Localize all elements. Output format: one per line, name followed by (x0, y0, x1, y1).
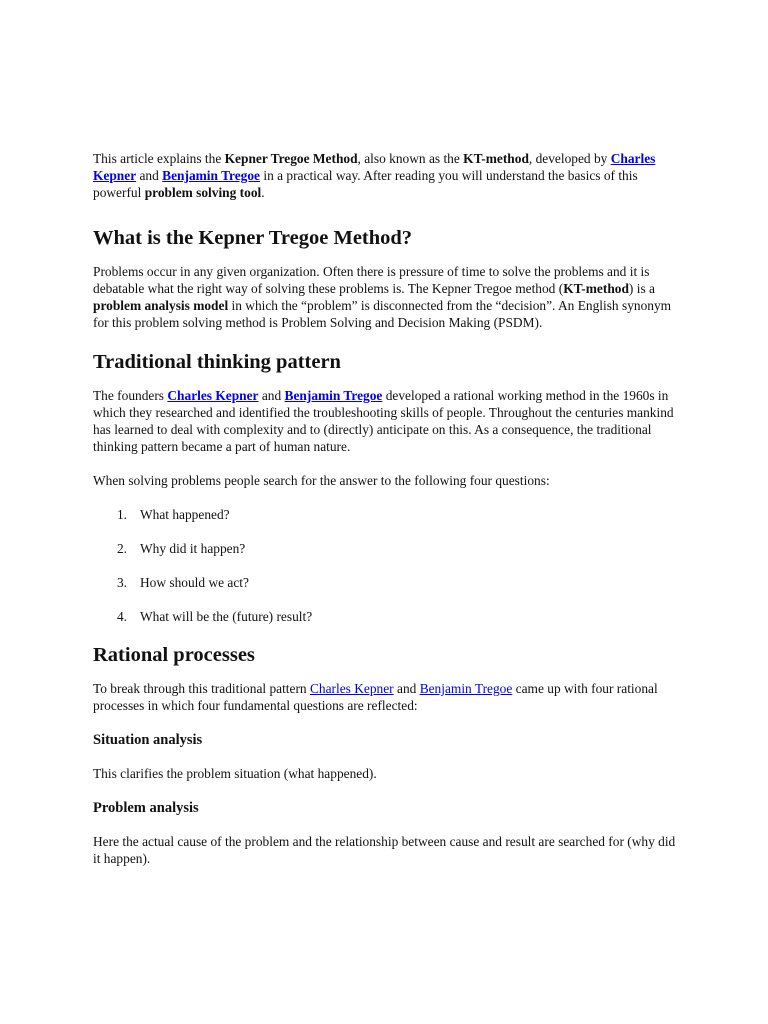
paragraph-text: Problems occur in any given organization. Often there is pressure of time to solve the problems and it is debatable what the right way of solving these problems is. The Kepner Tregoe method ( (93, 264, 650, 296)
charles-kepner-link[interactable]: Charles Kepner (167, 388, 259, 403)
subheading-problem-analysis: Problem analysis (93, 800, 199, 816)
rational-paragraph (93, 680, 683, 714)
intro-text: and (136, 168, 163, 183)
list-item (93, 540, 683, 557)
paragraph-text: developed a rational working method in the 1960s in which they researched and identified the troubleshooting skills of people. Throughout the centuries mankind has learned to deal with complexity and to (directly) anticipate on this. As a consequence, the traditional thinking pattern became a part of human nature. (93, 388, 674, 454)
list-item-text: What happened? (140, 507, 230, 522)
problem-solving-tool-term: problem solving tool (144, 185, 262, 200)
section-heading-traditional: Traditional thinking pattern (93, 351, 341, 373)
what-is-paragraph (93, 263, 683, 331)
list-item-text: Why did it happen? (140, 541, 246, 556)
section-heading-rational: Rational processes (93, 644, 255, 666)
intro-paragraph (93, 150, 683, 201)
charles-kepner-link[interactable]: Charles Kepner (93, 151, 656, 183)
benjamin-tregoe-link[interactable]: Benjamin Tregoe (162, 168, 260, 183)
situation-analysis-text: This clarifies the problem situation (what happened). (93, 766, 377, 781)
charles-kepner-link[interactable]: Charles Kepner (309, 681, 394, 696)
list-number: 1. (116, 507, 127, 522)
paragraph-text: ) is a (628, 281, 655, 296)
paragraph-text: The founders (93, 388, 168, 403)
intro-text: in a practical way. After reading you will understand the basics of this powerful (93, 168, 638, 200)
intro-text: This article explains the (93, 151, 225, 166)
list-number: 4. (116, 609, 127, 624)
section-heading-what-is: What is the Kepner Tregoe Method? (93, 227, 413, 249)
list-item-text: What will be the (future) result? (140, 609, 313, 624)
method-name: Kepner Tregoe Method (224, 151, 358, 166)
questions-list (93, 506, 683, 625)
intro-text: , also known as the (357, 151, 464, 166)
list-number: 2. (116, 541, 127, 556)
paragraph-text: came up with four rational processes in which four fundamental questions are reflected: (93, 681, 658, 713)
list-item (93, 608, 683, 625)
founders-paragraph (93, 387, 683, 455)
kt-method-term: KT-method (463, 151, 529, 166)
kt-method-term: KT-method (563, 281, 629, 296)
paragraph-text: To break through this traditional pattern (93, 681, 310, 696)
problem-analysis-model-term: problem analysis model (93, 298, 229, 313)
list-item (93, 574, 683, 591)
benjamin-tregoe-link[interactable]: Benjamin Tregoe (284, 388, 383, 403)
benjamin-tregoe-link[interactable]: Benjamin Tregoe (419, 681, 513, 696)
intro-text: , developed by (528, 151, 611, 166)
problem-analysis-text: Here the actual cause of the problem and the relationship between cause and result are searched for (why did it happen). (93, 834, 676, 866)
intro-text: . (261, 185, 265, 200)
paragraph-text: and (258, 388, 285, 403)
list-item (93, 506, 683, 523)
article-body (93, 150, 683, 867)
list-number: 3. (116, 575, 127, 590)
paragraph-text: in which the “problem” is disconnected from the “decision”. An English synonym for this problem solving method is Problem Solving and Decision Making (PSDM). (93, 298, 672, 330)
paragraph-text: and (393, 681, 420, 696)
list-item-text: How should we act? (140, 575, 249, 590)
subheading-situation-analysis: Situation analysis (93, 732, 203, 748)
questions-intro: When solving problems people search for the answer to the following four questions: (93, 473, 550, 488)
